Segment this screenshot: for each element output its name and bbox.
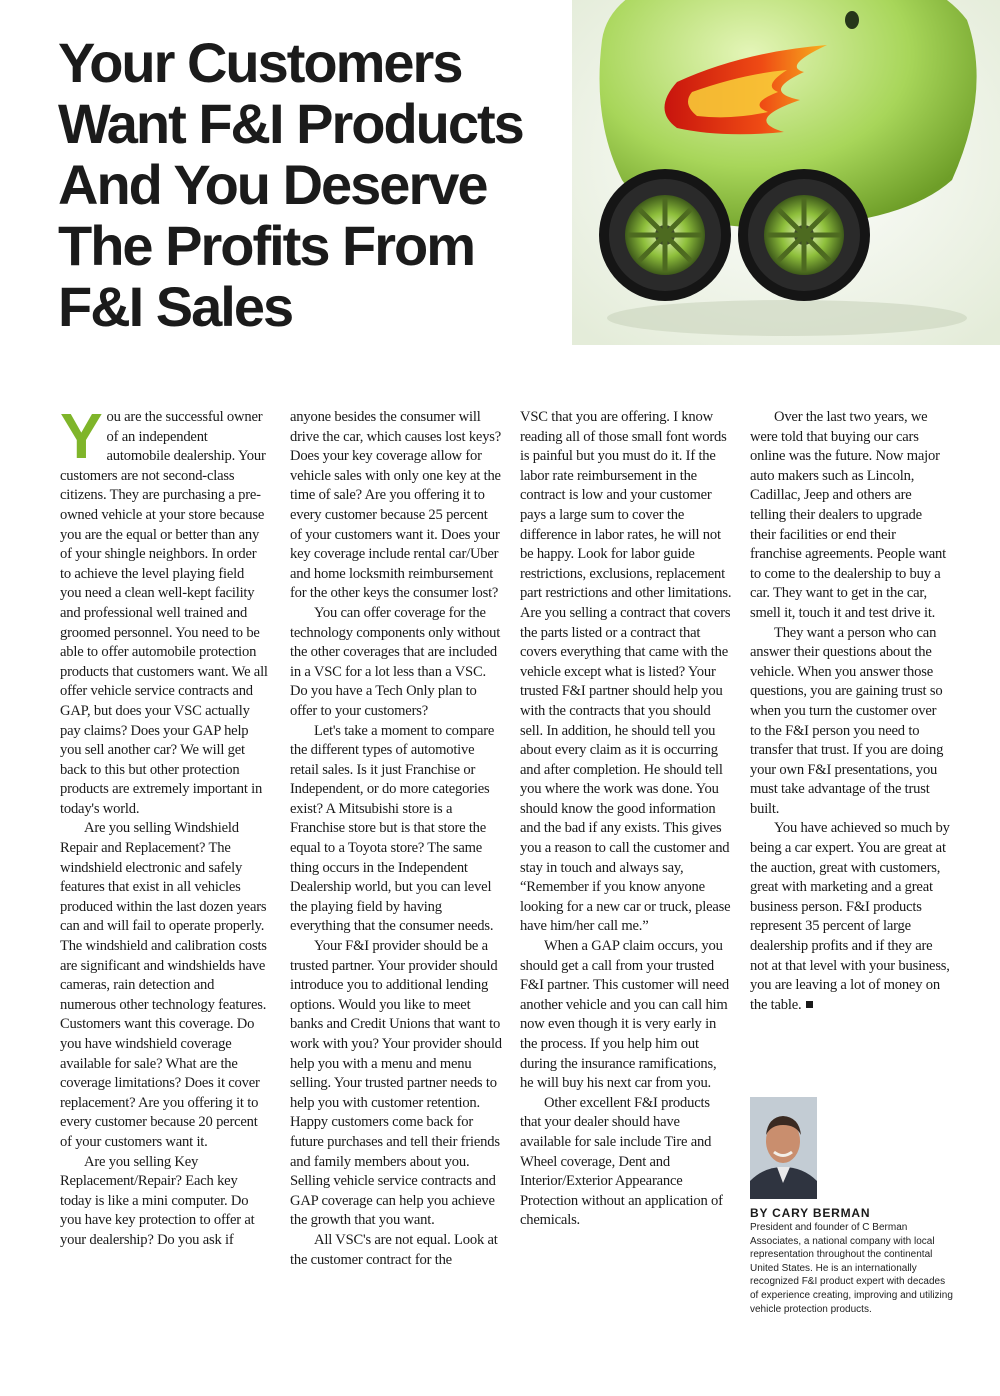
piggy-bank-on-wheels-icon [572, 0, 1000, 345]
author-bio: President and founder of C Berman Associates, a national company with local representation throughout the continental United States. He is an internationally recognized F&I product expert with decades of experience creating, improving and utilizing vehicle protection products. [750, 1222, 953, 1315]
headline [58, 32, 578, 337]
paragraph-text: You have achieved so much by being a car expert. You are great at the auction, great with customers, great with marketing and a great business person. F&I products represent 35 percent of large dealership profits and if they are not at that level with your business, you are leaving a lot of money on the table. [750, 820, 950, 1013]
hero-image [572, 0, 1000, 345]
author-photo [750, 1097, 817, 1199]
paragraph: Let's take a moment to compare the different types of automotive retail sales. Is it just Franchise or Independent, or do more categories exist? A Mitsubishi store is a Franchise store but is that store the equal to a Toyota store? The same thing occurs in the Independent Dealership world, but you can level the playing field by having everything that the consumer needs. [290, 722, 495, 935]
paragraph: Your F&I provider should be a trusted partner. Your provider should introduce you to additional lending options. Would you like to meet banks and Credit Unions that want to work with you? Your provider should help you with a menu and menu selling. Your trusted partner needs to help you with customer retention. Happy customers come back for future purchases and tell their friends and family members about you. Selling vehicle service contracts and GAP coverage can help you achieve the growth that you want. [290, 938, 502, 1229]
author-byline: BY CARY BERMAN [750, 1206, 871, 1220]
paragraph: Are you selling Key Replacement/Repair? Each key today is like a mini computer. Do you have key protection to offer at your dealership? Do you ask if [60, 1153, 255, 1248]
paragraph [750, 819, 950, 1015]
paragraph: VSC that you are offering. I know reading all of those small font words is painful but you must do it. If the labor rate reimbursement in the contract is low and your customer pays a large sum to cover the difference in labor rates, he will not be happy. Look for labor guide restrictions, exclusions, replacement part restrictions and other limitations. Are you selling a contract that covers the parts listed or a contract that covers everything that came with the vehicle except what is listed? Your trusted F&I partner should help you with the contracts that you should sell. In addition, he should tell you about every claim as it is occurring and after completion. He should tell you where the work was done. You should know the good information and the bad if any exists. This gives you a reason to call the customer and stay in touch and always say, “Remember if you know anyone looking for a new car or truck, please have him/her call me.” [520, 409, 732, 935]
paragraph: They want a person who can answer their questions about the vehicle. When you answer those questions, you are gaining trust so when you turn the customer over to the F&I person you need to transfer that trust. If you are doing your own F&I presentations, you must take advantage of the trust built. [750, 624, 944, 817]
article-column-4 [750, 408, 950, 1015]
headline-line: And You Deserve [58, 153, 487, 216]
end-mark-icon [806, 1001, 813, 1008]
drop-cap: Y [60, 400, 103, 472]
headline-line: The Profits From [58, 214, 475, 277]
author-portrait-icon [750, 1097, 817, 1199]
paragraph [60, 400, 268, 819]
headline-line: Want F&I Products [58, 92, 523, 155]
article-column-1 [60, 400, 268, 1251]
paragraph: Other excellent F&I products that your dealer should have available for sale include Tire and Wheel coverage, Dent and Interior/Exterior Appearance Protection without an application of chemicals. [520, 1094, 723, 1229]
paragraph-text: ou are the successful owner of an independent automobile dealership. Your customers are not second-class citizens. They are purchasing a pre-owned vehicle at your store because you are the equal or better than any of your shingle neighbors. In order to achieve the level playing field you need a clean well-kept facility and professional well trained and groomed personnel. You need to be able to offer automobile protection products that customers want. We all offer vehicle service contracts and GAP, but does your VSC actually pay claims? Does your GAP help you sell another car? We will get back to this but other protection products are extremely important in today's world. [60, 409, 268, 817]
headline-line: F&I Sales [58, 275, 293, 338]
article-column-3 [520, 408, 732, 1231]
paragraph: You can offer coverage for the technology components only without the other coverages that are included in a VSC for a lot less than a VSC. Do you have a Tech Only plan to offer to your customers? [290, 604, 501, 719]
headline-line: Your Customers [58, 31, 462, 94]
paragraph: anyone besides the consumer will drive the car, which causes lost keys? Does your key coverage allow for vehicle sales with only one key at the time of sale? Are you offering it to every customer because 25 percent of your customers want it. Does your key coverage include rental car/Uber and home locksmith reimbursement for the other keys the consumer lost? [290, 409, 502, 602]
paragraph: All VSC's are not equal. Look at the customer contract for the [290, 1231, 498, 1268]
article-column-2 [290, 408, 502, 1270]
paragraph: When a GAP claim occurs, you should get a call from your trusted F&I partner. This customer will need another vehicle and you can call him now even though it is very early in the process. If you help him out during the insurance ramifications, he will buy his next car from you. [520, 938, 729, 1092]
paragraph: Are you selling Windshield Repair and Replacement? The windshield electronic and safely features that exist in all vehicles produced within the last dozen years can and will fail to operate properly. The windshield and calibration costs are significant and windshields have cameras, rain detection and numerous other technology features. Customers want this coverage. Do you have windshield coverage available for sale? What are the coverage limitations? Does it cover replacement? Are you offering it to every customer because 20 percent of your customers want it. [60, 820, 267, 1150]
paragraph: Over the last two years, we were told that buying our cars online was the future. Now major auto makers such as Lincoln, Cadillac, Jeep and others are telling their dealers to upgrade their facilities or end their franchise agreements. People want to come to the dealership to buy a car. They want to get in the car, smell it, touch it and test drive it. [750, 409, 947, 621]
